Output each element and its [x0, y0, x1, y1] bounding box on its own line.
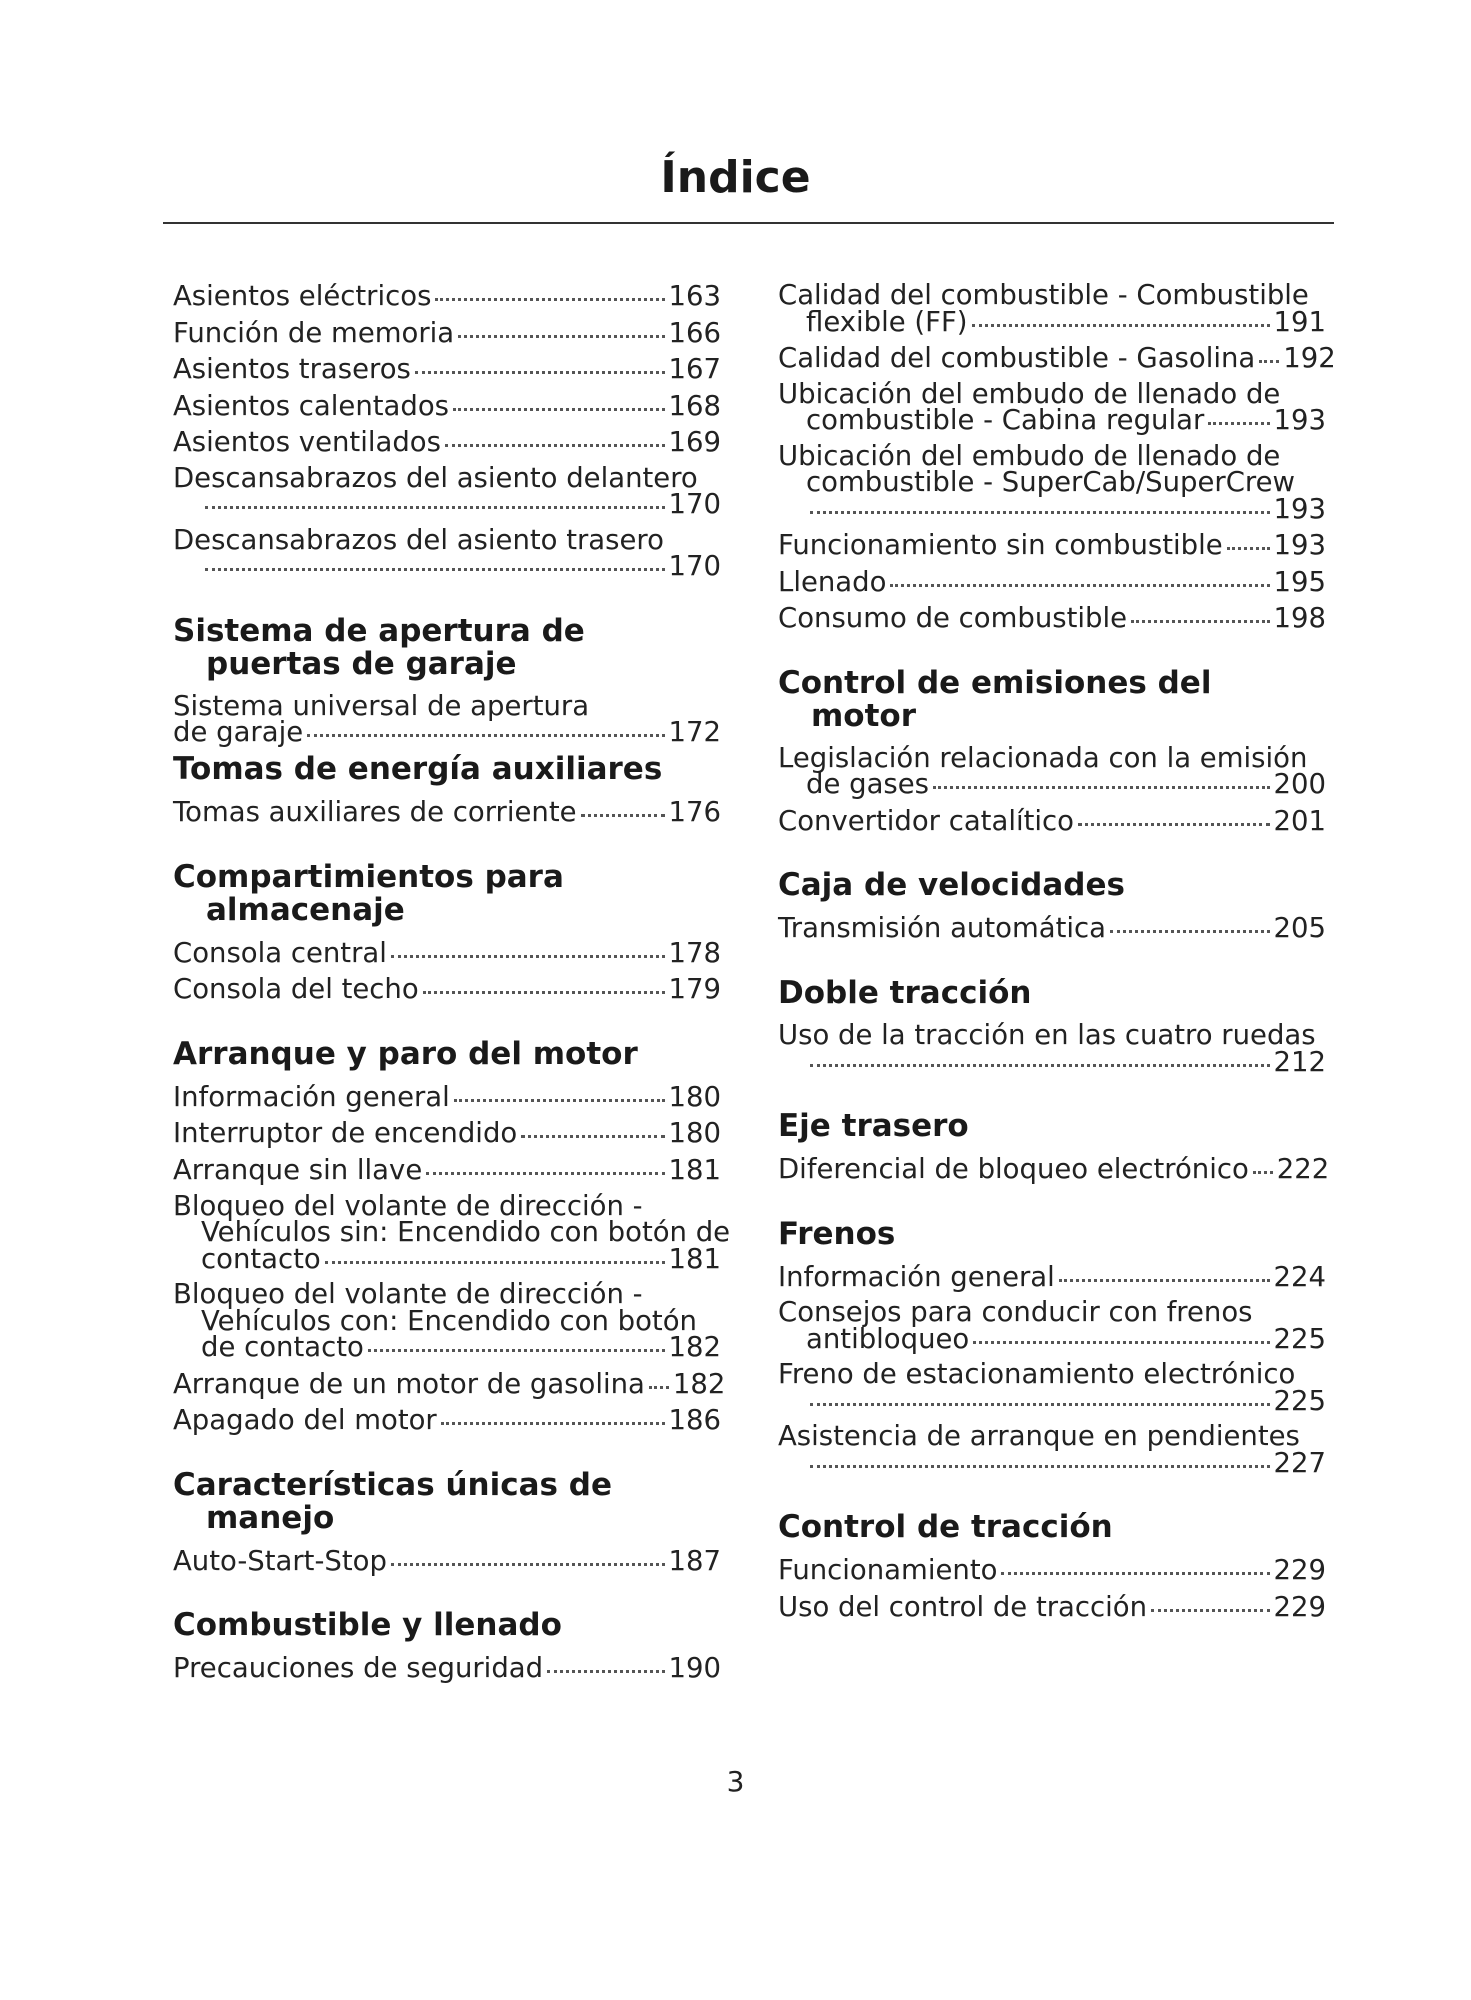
toc-entry[interactable]: Arranque sin llave 181: [173, 1153, 721, 1186]
toc-entry[interactable]: Auto-Start-Stop 187: [173, 1544, 721, 1577]
page-title: Índice: [660, 152, 811, 203]
toc-entry[interactable]: Sistema universal de apertura de garaje 172: [173, 689, 721, 749]
toc-entry[interactable]: Transmisión automática 205: [778, 912, 1326, 945]
section-heading-power: Tomas de energía auxiliares: [173, 750, 663, 787]
toc-entry[interactable]: Calidad del combustible - Combustible flexible (FF) 191: [778, 279, 1326, 338]
section-heading-awd: Doble tracción: [778, 975, 1032, 1012]
toc-entry[interactable]: Llenado 195: [778, 565, 1326, 598]
toc-entry[interactable]: Legislación relacionada con la emisión de gases 200: [778, 741, 1326, 801]
toc-entry[interactable]: Funcionamiento sin combustible 193: [778, 529, 1326, 562]
toc-entry[interactable]: Información general 180: [173, 1080, 721, 1113]
toc-entry[interactable]: Asientos eléctricos 163: [173, 280, 721, 312]
toc-entry[interactable]: Asientos calentados 168: [173, 389, 721, 422]
toc-entry[interactable]: Precauciones de seguridad 190: [173, 1652, 721, 1685]
toc-column-left: [173, 278, 731, 1687]
toc-entry[interactable]: Ubicación del embudo de llenado de combustible - Cabina regular 193: [778, 377, 1326, 437]
toc-entry[interactable]: Uso de la tracción en las cuatro ruedas 212: [778, 1019, 1326, 1078]
toc-entry[interactable]: Descansabrazos del asiento trasero 170: [173, 523, 721, 583]
toc-entry[interactable]: Consola del techo 179: [173, 973, 721, 1006]
toc-entry[interactable]: Funcionamiento 229: [778, 1554, 1326, 1587]
section-heading-garage: Sistema de apertura de puertas de garaje: [173, 612, 585, 682]
section-heading-storage: Compartimientos para almacenaje: [173, 858, 564, 928]
toc-entry[interactable]: Uso del control de tracción 229: [778, 1590, 1326, 1623]
toc-entry[interactable]: Asistencia de arranque en pendientes 227: [778, 1420, 1326, 1479]
toc-entry[interactable]: Convertidor catalítico 201: [778, 804, 1326, 837]
section-heading-brakes: Frenos: [778, 1215, 896, 1252]
toc-entry[interactable]: Bloqueo del volante de dirección - Vehículos con: Encendido con botón de contacto 182: [173, 1278, 721, 1364]
toc-entry[interactable]: Consumo de combustible 198: [778, 602, 1326, 635]
toc-entry[interactable]: Información general 224: [778, 1260, 1326, 1293]
toc-entry[interactable]: Tomas auxiliares de corriente 176: [173, 795, 721, 828]
section-heading-fuel: Combustible y llenado: [173, 1607, 562, 1644]
toc-entry[interactable]: Interruptor de encendido 180: [173, 1117, 721, 1150]
toc-entry[interactable]: Apagado del motor 186: [173, 1404, 721, 1437]
toc-entry[interactable]: Descansabrazos del asiento delantero 170: [173, 461, 721, 521]
toc-entry[interactable]: Bloqueo del volante de dirección - Vehículos sin: Encendido con botón de contacto 181: [173, 1189, 731, 1275]
toc-entry[interactable]: Diferencial de bloqueo electrónico 222: [778, 1153, 1330, 1186]
toc-entry[interactable]: Función de memoria 166: [173, 316, 721, 349]
section-heading-emissions: Control de emisiones del motor: [778, 664, 1212, 734]
section-heading-start: Arranque y paro del motor: [173, 1035, 638, 1072]
section-heading-axle: Eje trasero: [778, 1108, 969, 1145]
section-heading-traction: Control de tracción: [778, 1509, 1113, 1546]
toc-column-right: [778, 278, 1336, 1625]
toc-entry[interactable]: Consola central 178: [173, 936, 721, 969]
toc-entry[interactable]: Calidad del combustible - Gasolina 192: [778, 342, 1336, 374]
toc-entry[interactable]: Asientos ventilados 169: [173, 426, 721, 459]
toc-entry[interactable]: Freno de estacionamiento electrónico 225: [778, 1358, 1326, 1417]
toc-entry[interactable]: Consejos para conducir con frenos antibloqueo 225: [778, 1296, 1326, 1355]
page-number: 3: [726, 1765, 745, 1798]
section-heading-gearbox: Caja de velocidades: [778, 867, 1125, 904]
section-heading-unique-driving: Características únicas de manejo: [173, 1466, 612, 1536]
toc-entry[interactable]: Ubicación del embudo de llenado de combustible - SuperCab/SuperCrew 193: [778, 439, 1326, 525]
toc-entry[interactable]: Arranque de un motor de gasolina 182: [173, 1367, 726, 1400]
toc-entry[interactable]: Asientos traseros 167: [173, 353, 721, 386]
title-divider: [163, 222, 1334, 224]
